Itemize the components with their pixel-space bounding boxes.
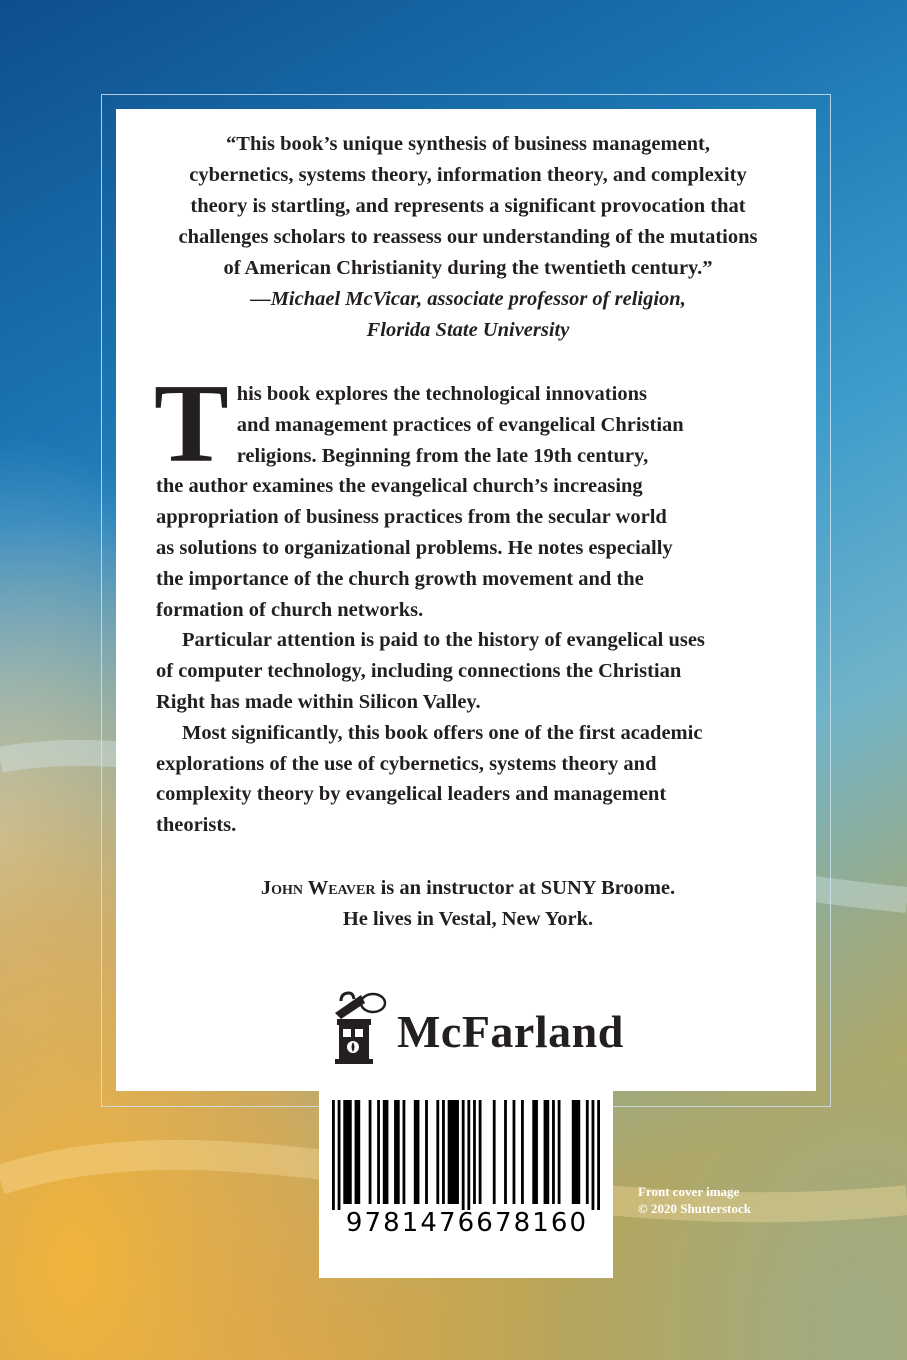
barcode-bar-6 [383, 1100, 389, 1204]
lantern-icon [331, 989, 391, 1069]
barcode-bar-2 [343, 1100, 351, 1204]
barcode-bar-18 [493, 1100, 496, 1204]
isbn-barcode [319, 1090, 613, 1278]
text-panel [116, 109, 816, 1091]
barcode-bar-24 [552, 1100, 555, 1204]
barcode-bar-29 [597, 1100, 600, 1210]
barcode-bar-25 [558, 1100, 561, 1204]
barcode-bar-16 [473, 1100, 476, 1204]
publisher-name: McFarland [397, 1006, 624, 1057]
barcode-bar-7 [394, 1100, 400, 1204]
author-name: John Weaver [260, 876, 376, 899]
barcode-bar-27 [586, 1100, 589, 1204]
barcode-bar-15 [467, 1100, 470, 1210]
quote-attribution-affiliation: Florida State University [366, 319, 570, 341]
barcode-bar-11 [436, 1100, 439, 1204]
barcode-bars [332, 1100, 600, 1210]
barcode-bar-5 [377, 1100, 380, 1204]
author-bio: John Weaver is an instructor at SUNY Broome. He lives in Vestal, New York. [260, 876, 676, 930]
barcode-bar-12 [442, 1100, 445, 1204]
barcode-bar-10 [425, 1100, 428, 1204]
description-paragraph-1: T his book explores the technological innovations and management practices of evangelical Christian religions. Beginning from the late 19th century, the author examines the evangelical church’s increasing appropriation of business practices from the secular world as solutions to organizational problems. He notes especially the importance of the church growth movement and the formation of church networks. [154, 362, 684, 621]
isbn-number: 9781476678160 [345, 1208, 589, 1238]
drop-cap: T [154, 362, 229, 486]
barcode-bar-13 [448, 1100, 459, 1204]
barcode-bar-26 [572, 1100, 580, 1204]
publisher-logo [331, 989, 624, 1069]
description-paragraph-2: Particular attention is paid to the history of evangelical uses of computer technology, including connections the Christian Right has made within Silicon Valley. [156, 629, 705, 713]
barcode-bar-21 [521, 1100, 524, 1204]
blurb-quote: “This book’s unique synthesis of business management, cybernetics, systems theory, information theory, and complexity theory is startling, and represents a significant provocation that challenges scholars to reassess our understanding of the mutations of American Christianity during the twentieth century.” —Michael McVicar, associate professor of religion, Florida State University [156, 129, 780, 346]
barcode-bar-8 [403, 1100, 406, 1204]
cover-image-credit: Front cover image © 2020 Shutterstock [638, 1184, 751, 1216]
barcode-bar-3 [355, 1100, 361, 1204]
barcode-bar-17 [479, 1100, 482, 1204]
barcode-bar-23 [544, 1100, 550, 1204]
barcode-bar-0 [332, 1100, 335, 1210]
barcode-bar-14 [462, 1100, 465, 1210]
quote-attribution: —Michael McVicar, associate professor of religion, [250, 288, 686, 310]
barcode-bar-22 [532, 1100, 538, 1204]
barcode-bar-9 [414, 1100, 420, 1204]
description-paragraph-3: Most significantly, this book offers one of the first academic explorations of the use of cybernetics, systems theory and complexity theory by evangelical leaders and management theorists. [156, 721, 703, 837]
barcode-bar-28 [592, 1100, 595, 1210]
barcode-bar-1 [338, 1100, 341, 1210]
barcode-bar-19 [504, 1100, 507, 1204]
barcode-bar-4 [369, 1100, 372, 1204]
barcode-bar-20 [513, 1100, 516, 1204]
